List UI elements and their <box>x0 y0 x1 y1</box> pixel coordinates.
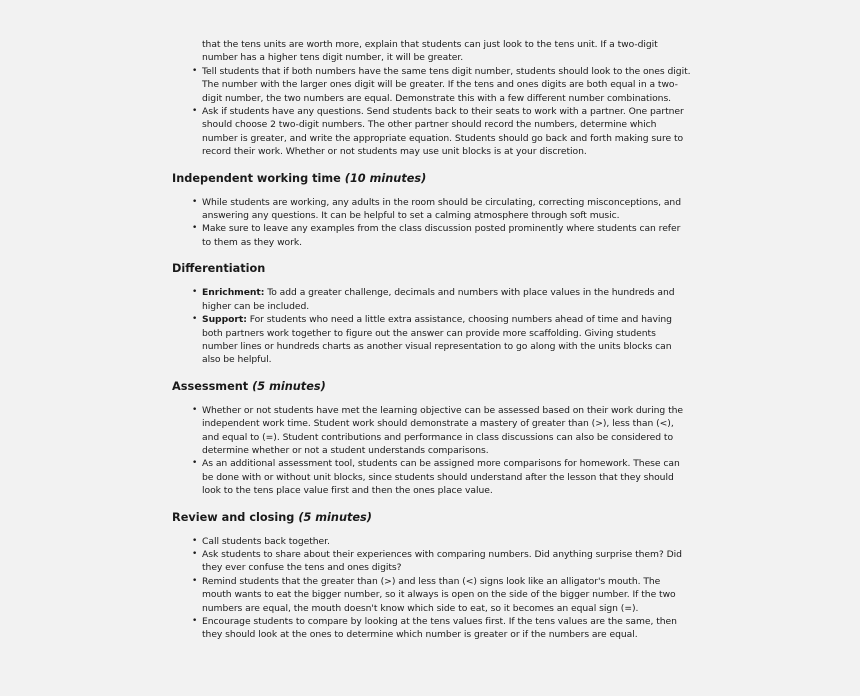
list-item-text: that the tens units are worth more, explain that students can just look to the tens unit. If a two-digit number has a higher tens digit number, it will be greater. <box>202 39 658 64</box>
list-item <box>172 535 692 548</box>
section-title: Differentiation <box>172 262 266 276</box>
list-item-text: Ask students to share about their experiences with comparing numbers. Did anything surprise them? Did they ever confuse the tens and ones digits? <box>202 548 682 574</box>
list-item <box>172 615 692 642</box>
section-time: (10 minutes) <box>344 171 427 185</box>
bullet-icon: • <box>192 575 198 586</box>
list-item-text: Encourage students to compare by looking at the tens values first. If the tens values are the same, then they should look at the ones to determine which number is greater or if the numbers are equal. <box>202 616 677 641</box>
list-item-text: Make sure to leave any examples from the class discussion posted prominently where students can refer to them as they work. <box>202 223 681 248</box>
list-item <box>172 65 692 105</box>
list-item <box>172 286 692 313</box>
bullet-icon: • <box>192 616 198 626</box>
section-assessment <box>172 380 692 498</box>
bullet-icon: • <box>192 196 198 207</box>
section-differentiation <box>172 262 692 366</box>
list-item <box>172 38 692 65</box>
list-item-text: For students who need a little extra assistance, choosing numbers ahead of time and having both partners work together to figure out the answer can provide more scaffolding. Giving students number lines or hundreds charts as another visual representation to go along with the units blocks can also be helpful. <box>202 314 672 366</box>
section-time: (5 minutes) <box>252 379 326 393</box>
list-item <box>172 196 692 223</box>
list-item <box>172 105 692 159</box>
list-item <box>172 457 692 497</box>
list-item <box>172 222 692 249</box>
list-item-text: As an additional assessment tool, students can be assigned more comparisons for homework. These can be done with or without unit blocks, since students should understand after the lesson that they should look to the tens place value first and then the ones place value. <box>202 458 680 497</box>
item-label: Enrichment: <box>202 287 265 299</box>
list-item-text: Tell students that if both numbers have the same tens digit number, students should look to the ones digit. The number with the larger ones digit will be greater. If the tens and ones digits are both equal in a two-digit number, the two numbers are equal. Demonstrate this with a few different number combinations. <box>202 65 691 104</box>
list-item <box>172 575 692 615</box>
section-list <box>172 286 692 366</box>
section-heading <box>172 511 692 525</box>
bullet-icon: • <box>192 314 198 325</box>
bullet-icon: • <box>192 548 198 559</box>
section-list <box>172 196 692 250</box>
list-item-text: Ask if students have any questions. Send students back to their seats to work with a partner. One partner should choose 2 two-digit numbers. The other partner should record the numbers, determine which number is greater, and write the appropriate equation. Students should go back and forth making sure to record their work. Whether or not students may use unit blocks is at your discretion. <box>202 106 684 158</box>
list-item <box>172 548 692 575</box>
bullet-icon: • <box>192 535 198 546</box>
bullet-icon: • <box>192 106 198 117</box>
section-heading <box>172 262 692 276</box>
section-title: Review and closing <box>172 510 295 524</box>
bullet-icon: • <box>192 458 198 469</box>
section-independent <box>172 172 692 250</box>
item-label: Support: <box>202 314 247 326</box>
section-time: (5 minutes) <box>298 510 372 524</box>
section-review <box>172 511 692 642</box>
bullet-icon: • <box>192 65 198 76</box>
document-content <box>172 38 692 642</box>
intro-list <box>172 38 692 159</box>
list-item-text: To add a greater challenge, decimals and numbers with place values in the hundreds and higher can be included. <box>202 287 675 312</box>
section-title: Independent working time <box>172 171 341 185</box>
bullet-icon: • <box>192 223 198 234</box>
list-item-text: Whether or not students have met the learning objective can be assessed based on their work during the independent work time. Student work should demonstrate a mastery of greater than (>), less than (<), and equal to (=). Student contributions and performance in class discussions can also be considered to determine whether or not a student understands comparisons. <box>202 404 684 456</box>
list-item-text: Call students back together. <box>202 535 330 547</box>
list-item <box>172 313 692 367</box>
section-title: Assessment <box>172 379 249 393</box>
section-heading <box>172 380 692 394</box>
list-item-text: While students are working, any adults in the room should be circulating, correcting misconceptions, and answering any questions. It can be helpful to set a calming atmosphere through soft music. <box>202 196 681 222</box>
bullet-icon: • <box>192 404 198 415</box>
list-item <box>172 404 692 458</box>
section-list <box>172 404 692 498</box>
list-item-text: Remind students that the greater than (>) and less than (<) signs look like an alligator's mouth. The mouth wants to eat the bigger number, so it always is open on the side of the bigger number. If the two numbers are equal, the mouth doesn't know which side to eat, so it becomes an equal sign (=). <box>202 575 676 614</box>
section-list <box>172 535 692 642</box>
section-heading <box>172 172 692 186</box>
bullet-icon: • <box>192 287 198 298</box>
